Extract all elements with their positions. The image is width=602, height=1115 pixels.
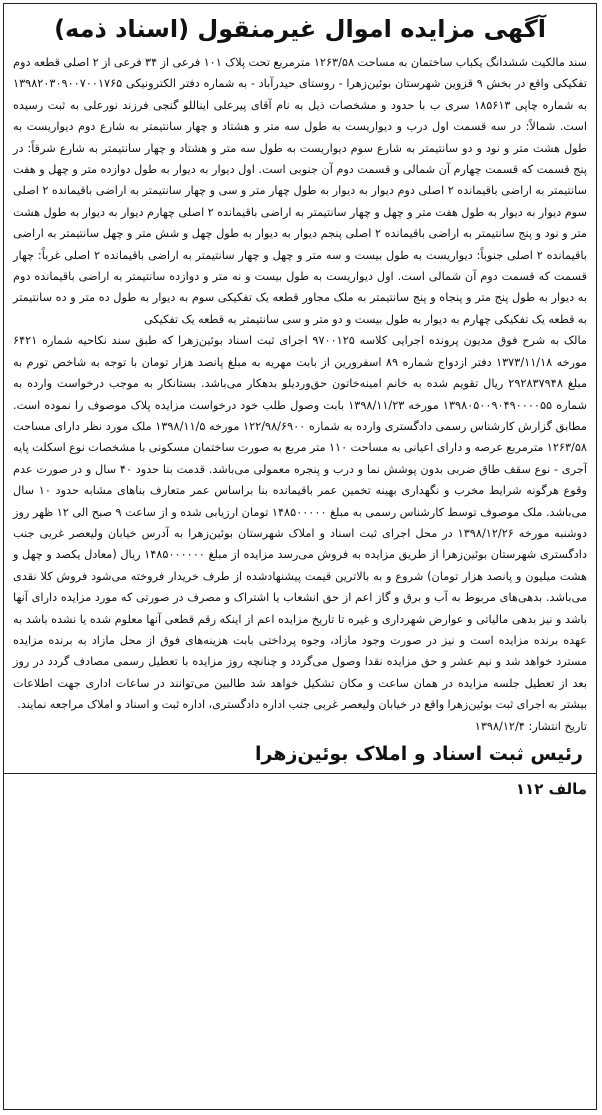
footer-row bbox=[4, 773, 596, 804]
auction-details-paragraph: مالک به شرح فوق مدیون پرونده اجرایی کلاسه ۹۷۰۰۱۲۵ اجرای ثبت اسناد بوئین‌زهرا که طبق سند نکاحیه شماره ۶۴۲۱ مورخه ۱۳۷۳/۱۱/۱۸ دفتر ازدواج شماره ۸۹ اسفرورین از بابت مهریه به مبلغ پانصد هزار تومان با توجه به شاخص تورم به مبلغ ۲۹۲۸۳۷۹۴۸ ریال تقویم شده به خانم امینه‌خاتون حق‌وردیلو بدهکار می‌باشد. بستانکار به موجب درخواست وارده به شماره ۱۳۹۸۰۵۰۰۹۰۴۹۰۰۰۰۵۵ مورخه ۱۳۹۸/۱۱/۲۳ بابت وصول طلب خود درخواست مزایده پلاک موصوف را نموده است. مطابق گزارش کارشناس رسمی دادگستری وارده به شماره ۱۲۲/۹۸/۶۹۰۰ مورخه ۱۳۹۸/۱۱/۵ ملک مورد نظر دارای مساحت ۱۲۶۳/۵۸ مترمربع عرصه و دارای اعیانی به مساحت ۱۱۰ متر مربع به صورت ساختمان مسکونی با مشخصات نوع اسکلت پایه آجری - نوع سقف طاق ضربی بدون پوشش نما و درب و پنجره معمولی می‌باشد. قدمت بنا حدود ۴۰ سال و در صورت عدم وقوع هرگونه شرایط مخرب و نگهداری بهینه تخمین عمر باقیمانده بنا براساس عمر متعارف بناهای مشابه حدود ۱۰ سال می‌باشد. ملک موصوف توسط کارشناس رسمی به مبلغ ۱۴۸۵۰۰۰۰۰ تومان ارزیابی شده و از ساعت ۹ صبح الی ۱۲ ظهر روز دوشنبه مورخه ۱۳۹۸/۱۲/۲۶ در محل اجرای ثبت اسناد و املاک شهرستان بوئین‌زهرا به آدرس خیابان ولیعصر غربی جنب دادگستری شهرستان بوئین‌زهرا از طریق مزایده به فروش می‌رسد مزایده از مبلغ ۱۴۸۵۰۰۰۰۰۰ ریال (معادل یکصد و چهل و هشت میلیون و پانصد هزار تومان) شروع و به بالاترین قیمت پیشنهادشده از طرف خریدار فروخته می‌شود فروش کلا نقدی می‌باشد. بدهی‌های مربوط به آب و برق و گاز اعم از حق انشعاب یا اشتراک و مصرف در صورتی که مورد مزایده دارای آنها باشد و نیز بدهی مالیاتی و عوارض شهرداری و غیره تا تاریخ مزایده اعم از اینکه رقم قطعی آنها معلوم شده یا نشده باشد به عهده برنده مزایده است و نیز در صورت وجود مازاد، وجوه پرداختی بابت هزینه‌های فوق از محل مازاد به برنده مزایده مسترد خواهد شد و نیم عشر و حق مزایده نقدا وصول می‌گردد و چنانچه روز مزایده با تعطیل رسمی مصادف گردد در روز بعد از تعطیل جلسه مزایده در همان ساعت و مکان تشکیل خواهد شد طالبین می‌توانند در ساعات اداری جهت اطلاعات بیشتر به اجرای ثبت بوئین‌زهرا واقع در خیابان ولیعصر غربی جنب اداره دادگستری، اداره ثبت و اسناد و املاک مراجعه نمایند. bbox=[13, 334, 588, 712]
publish-date: تاریخ انتشار: ۱۳۹۸/۱۲/۴ bbox=[474, 719, 587, 733]
notice-code: مالف ۱۱۲ bbox=[515, 780, 587, 798]
notice-title: آگهی مزایده اموال غیرمنقول (اسناد ذمه) bbox=[54, 15, 546, 43]
notice-frame bbox=[3, 3, 597, 1110]
signer-title: رئیس ثبت اسناد و املاک بوئین‌زهرا bbox=[254, 743, 583, 765]
property-description-paragraph: سند مالکیت ششدانگ یکباب ساختمان به مساحت ۱۲۶۳/۵۸ مترمربع تحت پلاک ۱۰۱ فرعی از ۳۴ فرعی از ۲ اصلی قطعه دوم تفکیکی واقع در بخش ۹ قزوین شهرستان بوئین‌زهرا - روستای حیدرآباد - به شماره دفتر الکترونیکی ۱۳۹۸۲۰۳۰۹۰۰۷۰۰۱۷۶۵ به شماره چاپی ۱۸۵۶۱۳ سری ب با حدود و مشخصات ذیل به نام آقای پیرعلی ایناللو گنجی فرزند نورعلی به ثبت رسیده است. شمالاً: در سه قسمت اول درب و دیواریست به طول سه متر و هشتاد و چهار سانتیمتر به شارع دوم دیواریست به طول هشت متر و نود و دو سانتیمتر به شارع سوم دیواریست به طول سه متر و هشتاد و چهار سانتیمتر به شارع شرقاً: در پنج قسمت که قسمت چهارم آن شمالی و قسمت دوم آن جنوبی است. اول دیوار به دیوار به طول دوازده متر و چهل و هفت سانتیمتر به اراضی باقیمانده ۲ اصلی دوم دیوار به دیوار به طول چهار متر و سی و چهار سانتیمتر به اراضی باقیمانده ۲ اصلی سوم دیوار به دیوار به طول هفت متر و چهل و چهار سانتیمتر به اراضی باقیمانده ۲ اصلی چهارم دیوار به دیوار به طول هشت متر و نود و پنج سانتیمتر به اراضی باقیمانده ۲ اصلی پنجم دیوار به دیوار به طول چهل و شش متر و چهل سانتیمتر به اراضی باقیمانده ۲ اصلی جنوباً: دیواریست به طول بیست و سه متر و چهل و چهار سانتیمتر به اراضی باقیمانده ۲ اصلی غرباً: چهار قسمت که قسمت دوم آن شمالی است. اول دیواریست به طول بیست و نه متر و دوازده سانتیمتر به اراضی باقیمانده دوم به دیوار به طول پنج متر و پنجاه و پنج سانتیمتر به ملک مجاور قطعه یک تفکیکی سوم به دیوار به طول ده متر و ده سانتیمتر به قطعه یک تفکیکی چهارم به دیوار به طول بیست و دو متر و سی سانتیمتر به قطعه یک تفکیکی bbox=[13, 56, 588, 326]
